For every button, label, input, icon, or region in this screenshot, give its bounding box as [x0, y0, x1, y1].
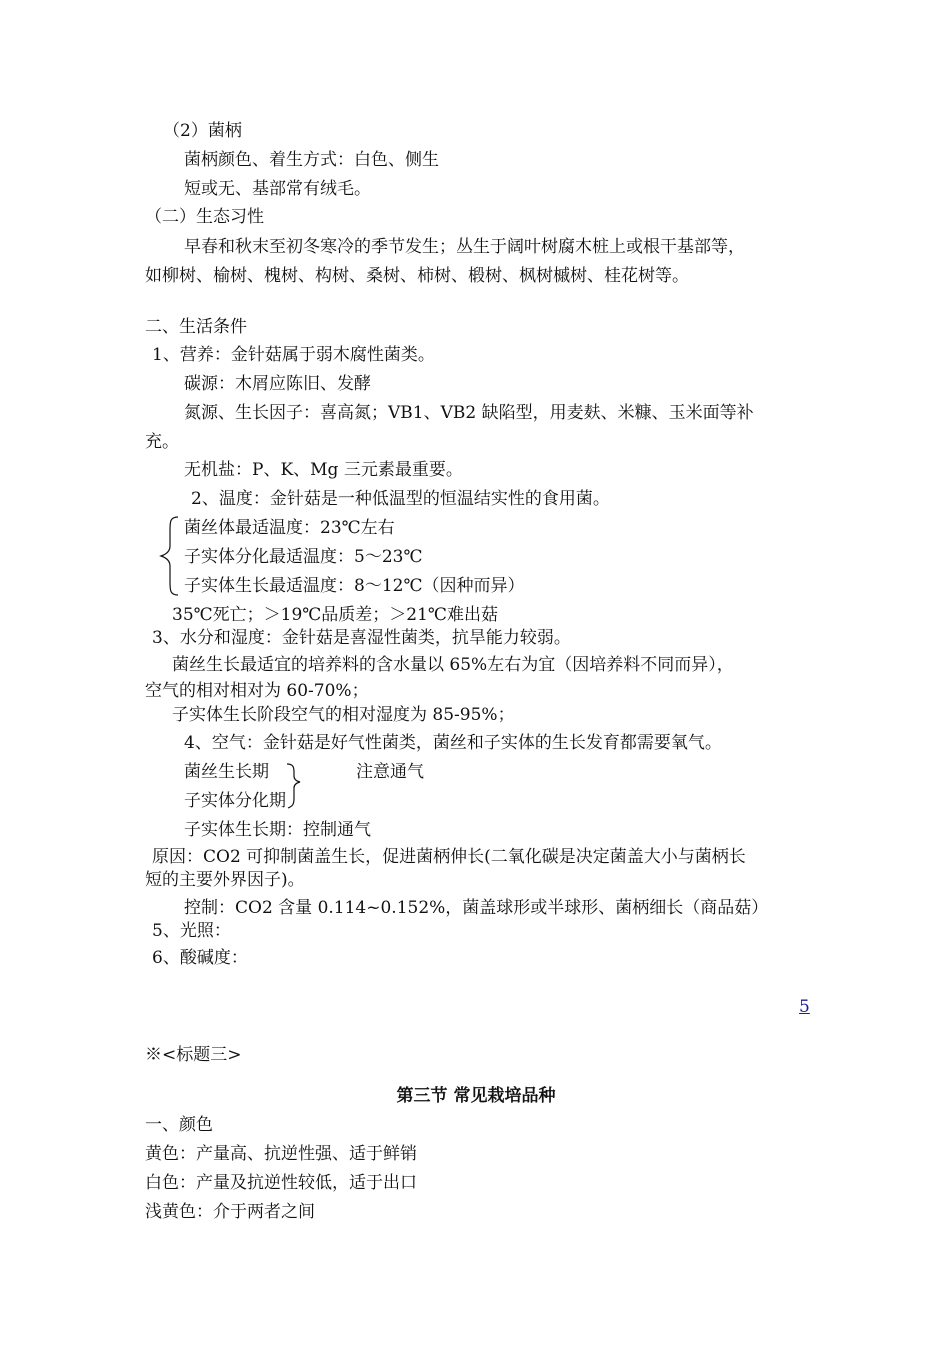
minerals-line: 无机盐：P、K、Mg 三元素最重要。 — [184, 460, 463, 480]
nitrogen-line-2: 充。 — [145, 432, 179, 452]
air-line: 4、空气：金针菇是好气性菌类，菌丝和子实体的生长发育都需要氧气。 — [184, 733, 722, 753]
temp-differentiation-line: 子实体分化最适温度：5～23℃ — [184, 547, 423, 567]
variety-white-line: 白色：产量及抗逆性较低，适于出口 — [145, 1173, 417, 1193]
carbon-source-line: 碳源：木屑应陈旧、发酵 — [184, 374, 371, 394]
ecology-paragraph-line-2: 如柳树、榆树、槐树、构树、桑树、柿树、椴树、枫树槭树、桂花树等。 — [145, 266, 689, 286]
air-mycelium-label: 菌丝生长期 — [184, 762, 269, 782]
temp-growth-line: 子实体生长最适温度：8～12℃（因种而异） — [184, 576, 525, 596]
variety-yellow-line: 黄色：产量高、抗逆性强、适于鲜销 — [145, 1144, 417, 1164]
reason-line-1: 原因：CO2 可抑制菌盖生长，促进菌柄伸长(二氧化碳是决定菌盖大小与菌柄长 — [152, 847, 746, 867]
section-marker: ※<标题三> — [145, 1045, 242, 1065]
air-growth-line: 子实体生长期：控制通气 — [184, 820, 371, 840]
moisture-paragraph-line-2: 空气的相对相对为 60-70%； — [145, 681, 369, 701]
variety-light-yellow-line: 浅黄色：介于两者之间 — [145, 1202, 315, 1222]
temperature-line: 2、温度：金针菇是一种低温型的恒温结实性的食用菌。 — [191, 489, 610, 509]
temperature-brace — [161, 517, 178, 595]
conditions-heading: 二、生活条件 — [145, 317, 247, 337]
moisture-paragraph-line-1: 菌丝生长最适宜的培养料的含水量以 65%左右为宜（因培养料不同而异）， — [172, 655, 734, 675]
ph-line: 6、酸碱度： — [152, 948, 248, 968]
section-title: 第三节 常见栽培品种 — [396, 1086, 556, 1106]
reason-line-2: 短的主要外界因子)。 — [145, 870, 305, 890]
nitrogen-line-1: 氮源、生长因子：喜高氮；VB1、VB2 缺陷型，用麦麸、米糠、玉米面等补 — [184, 403, 754, 423]
stipe-heading: （2）菌柄 — [163, 121, 242, 141]
control-line: 控制：CO2 含量 0.114~0.152%，菌盖球形或半球形、菌柄细长（商品菇） — [184, 898, 769, 918]
stipe-color-line: 菌柄颜色、着生方式：白色、侧生 — [184, 150, 439, 170]
ecology-paragraph-line-1: 早春和秋末至初冬寒冷的季节发生；丛生于阔叶树腐木桩上或根干基部等， — [184, 237, 745, 257]
air-note-label: 注意通气 — [356, 762, 424, 782]
stipe-short-line: 短或无、基部常有绒毛。 — [184, 179, 371, 199]
ecology-heading: （二）生态习性 — [145, 207, 264, 227]
moisture-paragraph-2: 子实体生长阶段空气的相对湿度为 85-95%； — [172, 705, 515, 725]
page-number: 5 — [799, 997, 810, 1017]
air-differentiation-label: 子实体分化期 — [184, 791, 286, 811]
temp-mycelium-line: 菌丝体最适温度：23℃左右 — [184, 518, 395, 538]
light-line: 5、光照： — [152, 921, 231, 941]
moisture-line: 3、水分和湿度：金针菇是喜湿性菌类，抗旱能力较弱。 — [152, 628, 571, 648]
temp-limits-line: 35℃死亡；＞19℃品质差；＞21℃难出菇 — [172, 605, 498, 625]
air-brace — [287, 764, 300, 808]
nutrition-line: 1、营养：金针菇属于弱木腐性菌类。 — [152, 345, 435, 365]
varieties-heading: 一、颜色 — [145, 1115, 213, 1135]
